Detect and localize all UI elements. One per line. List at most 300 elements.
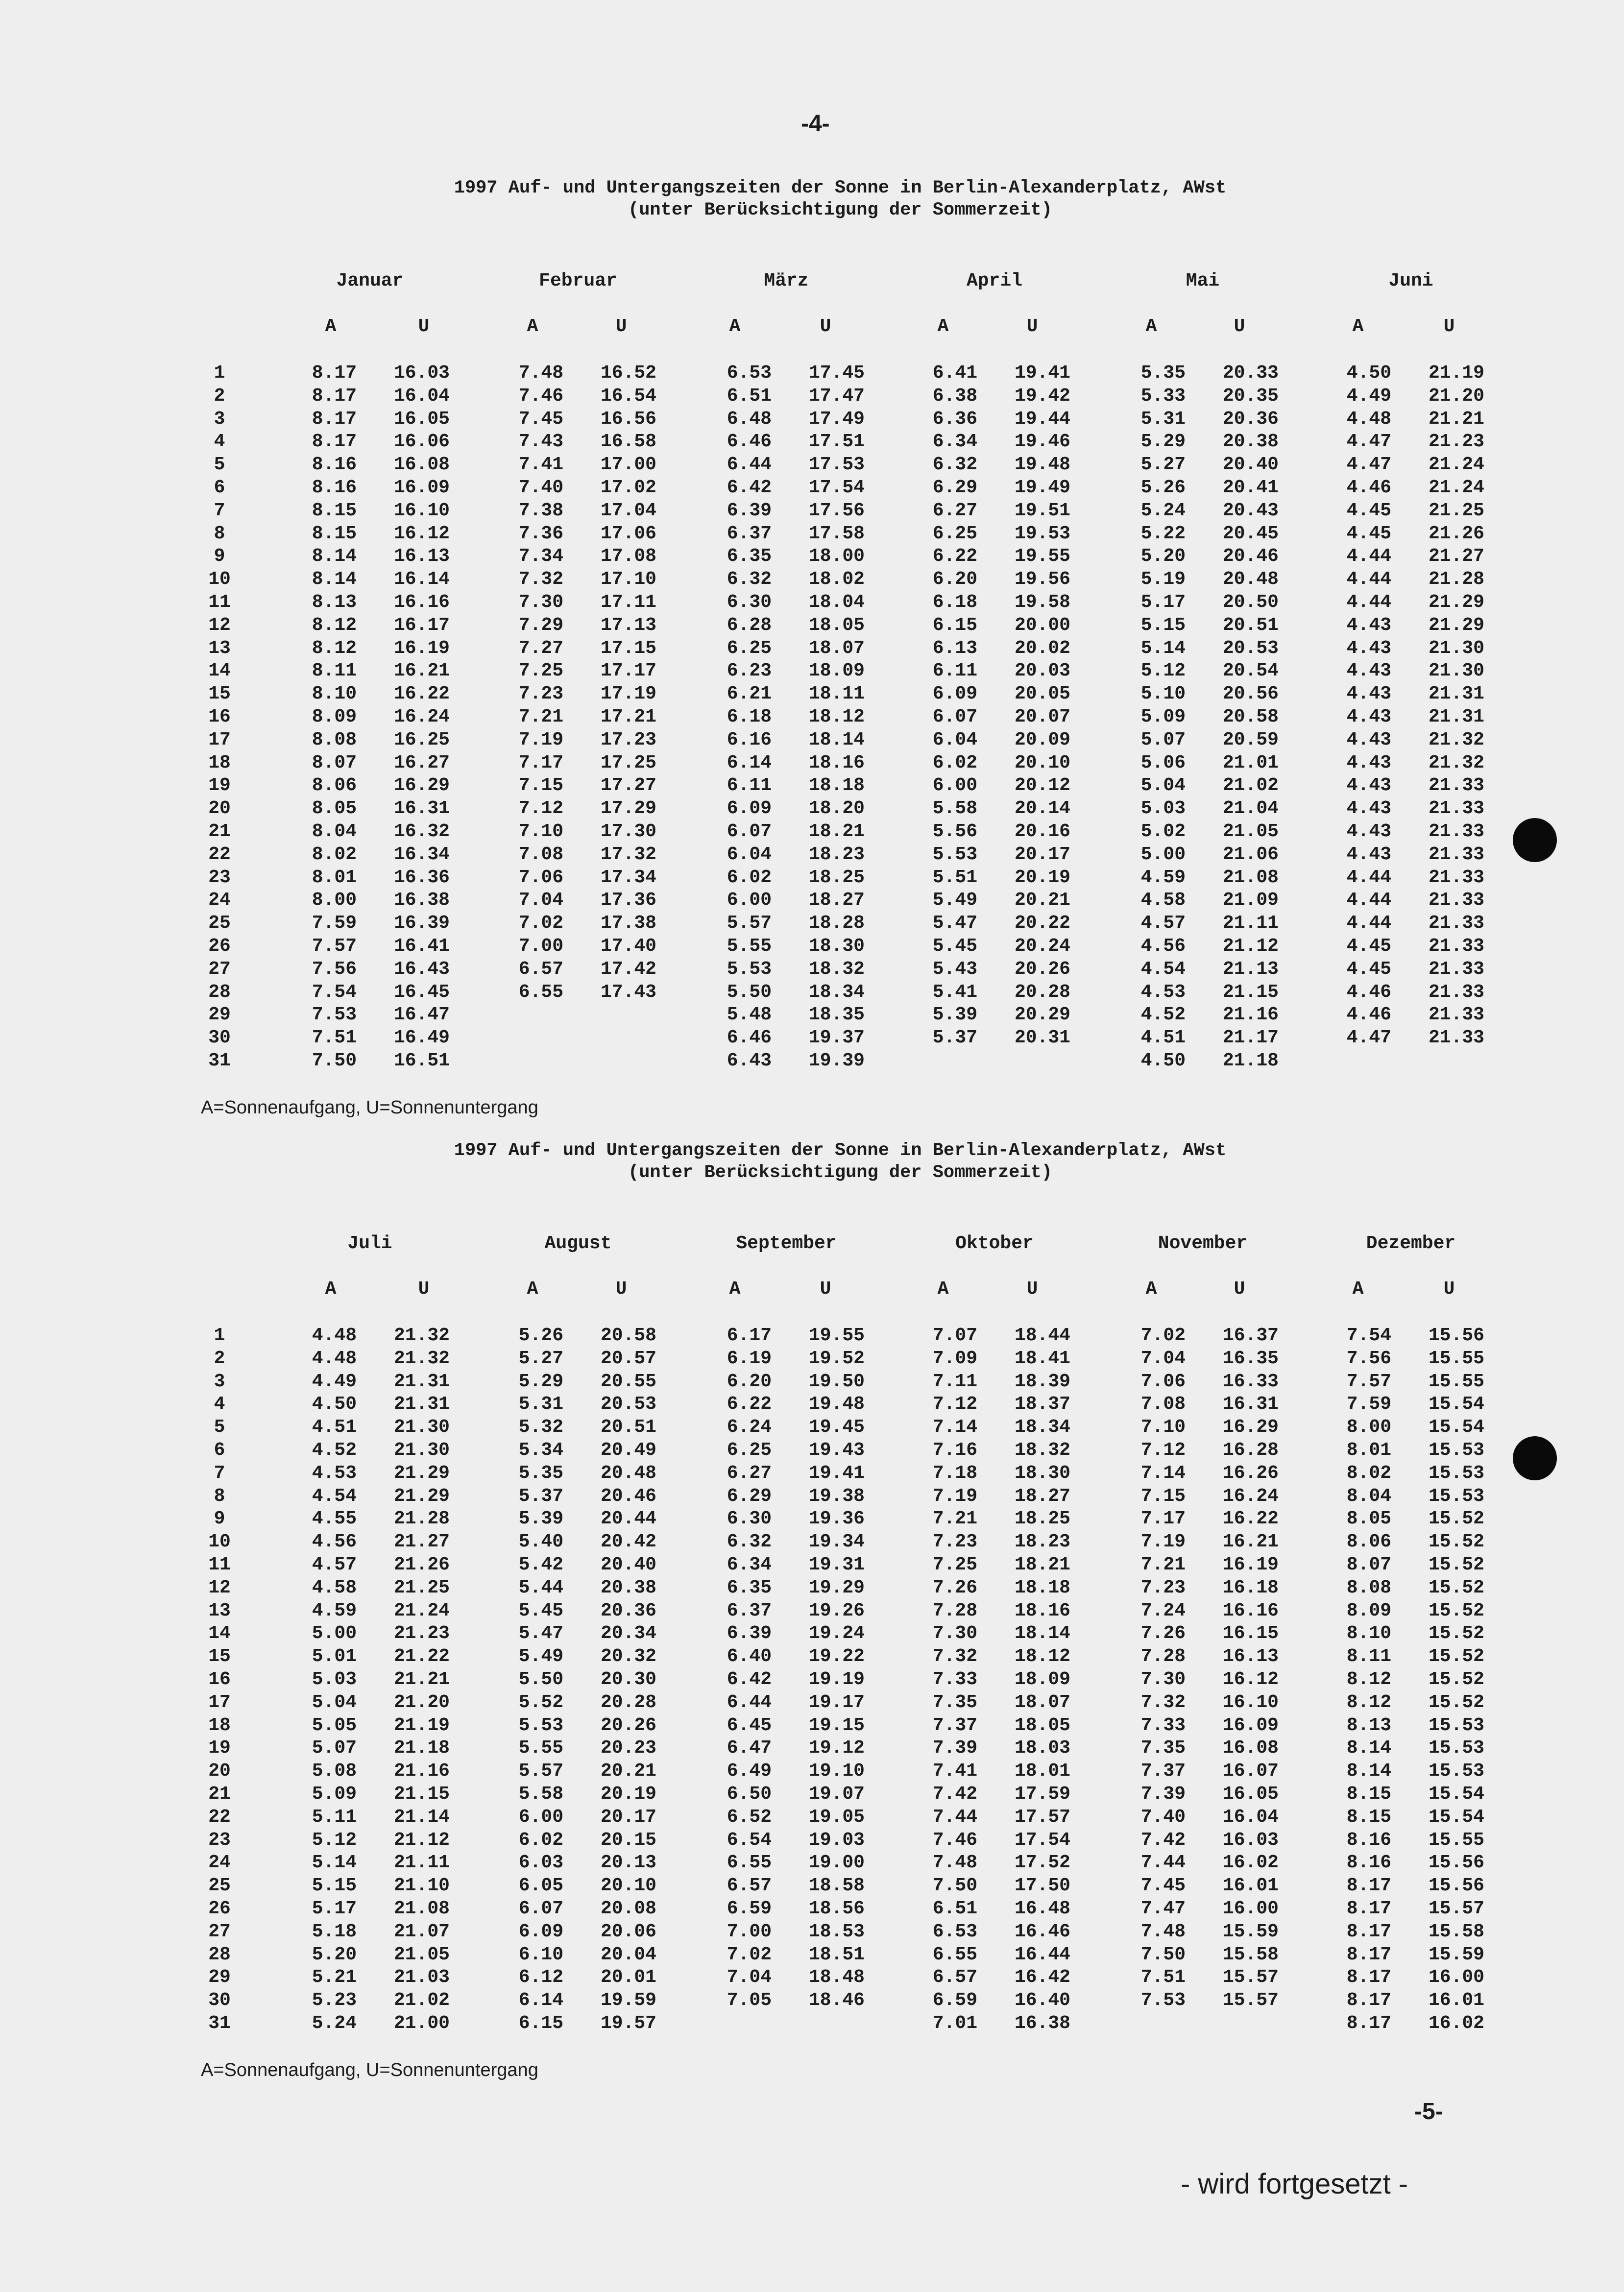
sunrise-cell: 7.48 [518,362,563,384]
sunrise-cell: 5.58 [518,1784,563,1805]
sunset-cell: 16.40 [1014,1990,1070,2011]
sunrise-cell: 7.10 [518,821,563,842]
sunset-cell: 21.26 [393,1554,450,1575]
sunset-cell: 15.54 [1428,1784,1484,1805]
sunrise-cell: 6.50 [727,1784,772,1805]
sunset-cell: 19.51 [1014,500,1070,521]
sunset-cell: 19.45 [808,1417,865,1438]
sunset-cell: 18.09 [1014,1669,1070,1690]
sunset-cell: 20.43 [1222,500,1279,521]
sunset-cell: 21.01 [1222,752,1279,773]
sunrise-cell: 8.17 [1346,1990,1391,2011]
sunrise-cell: 8.12 [1346,1691,1391,1713]
sunrise-cell: 6.00 [518,1806,563,1828]
sunrise-cell: 6.53 [727,362,772,384]
sunrise-cell: 8.17 [312,362,357,384]
sunrise-cell: 5.06 [1140,752,1186,773]
sunset-cell: 17.36 [600,890,656,911]
sunset-cell: 17.47 [808,385,865,407]
day-number: 28 [208,1944,231,1965]
sunrise-cell: 7.06 [518,867,563,888]
sunset-cell: 21.33 [1428,1027,1484,1049]
sunrise-cell: 7.51 [312,1027,357,1049]
sunset-cell: 21.31 [393,1371,450,1392]
sunrise-cell: 5.34 [518,1440,563,1461]
sunrise-cell: 7.48 [932,1852,977,1874]
sunrise-cell: 7.28 [932,1600,977,1621]
sunrise-cell: 6.53 [932,1921,977,1942]
day-number: 1 [214,1325,225,1346]
day-number: 11 [208,592,231,613]
sunrise-cell: 4.53 [312,1462,357,1484]
sunrise-cell: 5.15 [312,1875,357,1897]
sunset-cell: 21.30 [1428,660,1484,682]
sunrise-cell: 6.12 [518,1967,563,1988]
sunset-cell: 18.18 [1014,1577,1070,1598]
sunset-cell: 20.33 [1222,362,1279,384]
sunrise-cell: 5.17 [1140,592,1186,613]
sunset-cell: 16.26 [1222,1462,1279,1484]
sunset-cell: 21.31 [1428,683,1484,705]
sunrise-cell: 7.18 [932,1462,977,1484]
month-header: Dezember [1366,1233,1456,1254]
sunrise-cell: 7.41 [518,454,563,476]
sunrise-cell: 7.06 [1140,1371,1186,1392]
sunset-cell: 16.35 [1222,1348,1279,1369]
sunrise-cell: 4.59 [312,1600,357,1621]
sunrise-cell: 4.52 [1140,1004,1186,1026]
day-number: 12 [208,1577,231,1598]
sunset-cell: 18.16 [808,752,865,773]
sunset-cell: 19.36 [808,1508,865,1530]
day-number: 15 [208,683,231,705]
sunset-cell: 19.03 [808,1829,865,1851]
sunrise-cell: 5.57 [727,913,772,934]
sunset-cell: 19.34 [808,1531,865,1553]
day-number: 13 [208,1600,231,1621]
sunset-column-header: U [615,1279,627,1300]
sunrise-cell: 7.54 [312,981,357,1003]
sunset-cell: 21.33 [1428,958,1484,980]
sunset-cell: 18.09 [808,660,865,682]
sunrise-cell: 4.48 [1346,408,1391,430]
sunset-cell: 16.16 [1222,1600,1279,1621]
sunset-cell: 16.16 [393,592,450,613]
sunrise-cell: 7.59 [1346,1394,1391,1415]
sunset-cell: 15.52 [1428,1691,1484,1713]
sunrise-cell: 6.03 [518,1852,563,1874]
sunset-cell: 20.00 [1014,614,1070,636]
sunrise-cell: 5.21 [312,1967,357,1988]
sunrise-cell: 6.41 [932,362,977,384]
sunrise-cell: 4.48 [312,1348,357,1369]
sunrise-cell: 4.55 [312,1508,357,1530]
sunset-cell: 18.00 [808,546,865,567]
day-number: 18 [208,752,231,773]
sunset-cell: 16.38 [393,890,450,911]
day-number: 17 [208,1691,231,1713]
sunrise-cell: 6.13 [932,637,977,659]
sunset-cell: 21.33 [1428,890,1484,911]
sunset-cell: 18.21 [808,821,865,842]
sunset-cell: 15.54 [1428,1394,1484,1415]
month-header: November [1158,1233,1248,1254]
sunset-cell: 16.31 [393,798,450,820]
sunrise-cell: 7.59 [312,913,357,934]
sunrise-cell: 7.11 [932,1371,977,1392]
sunrise-cell: 4.43 [1346,752,1391,773]
sunset-cell: 16.29 [1222,1417,1279,1438]
sunset-cell: 15.52 [1428,1508,1484,1530]
sunrise-cell: 4.43 [1346,614,1391,636]
sunrise-cell: 5.41 [932,981,977,1003]
sunrise-cell: 6.00 [932,775,977,796]
sunset-cell: 21.28 [393,1508,450,1530]
sunrise-cell: 6.52 [727,1806,772,1828]
sunset-cell: 19.37 [808,1027,865,1049]
sunrise-cell: 7.00 [518,936,563,957]
sunrise-cell: 5.26 [1140,477,1186,498]
sunrise-cell: 6.02 [518,1829,563,1851]
day-number: 19 [208,1737,231,1759]
sunset-cell: 15.56 [1428,1852,1484,1874]
sunset-cell: 15.52 [1428,1554,1484,1575]
sunrise-cell: 7.36 [518,523,563,544]
day-number: 15 [208,1646,231,1667]
sunrise-cell: 8.16 [1346,1829,1391,1851]
sunrise-cell: 4.44 [1346,867,1391,888]
sunset-cell: 19.58 [1014,592,1070,613]
sunset-cell: 21.29 [1428,614,1484,636]
sunset-cell: 19.26 [808,1600,865,1621]
sunrise-cell: 5.23 [312,1990,357,2011]
sunset-cell: 18.39 [1014,1371,1070,1392]
sunset-cell: 17.42 [600,958,656,980]
sunset-cell: 16.04 [393,385,450,407]
sunset-cell: 20.56 [1222,683,1279,705]
sunset-cell: 15.52 [1428,1577,1484,1598]
sunset-cell: 19.42 [1014,385,1070,407]
day-number: 27 [208,958,231,980]
sunrise-cell: 7.17 [518,752,563,773]
sunrise-cell: 6.55 [518,981,563,1003]
sunrise-cell: 8.05 [1346,1508,1391,1530]
sunrise-cell: 8.16 [1346,1852,1391,1874]
sunset-cell: 20.54 [1222,660,1279,682]
sunrise-cell: 6.37 [727,1600,772,1621]
sunrise-cell: 7.50 [932,1875,977,1897]
sunrise-cell: 7.08 [518,844,563,865]
sunrise-cell: 8.17 [312,385,357,407]
sunset-cell: 17.49 [808,408,865,430]
sunrise-cell: 7.12 [1140,1440,1186,1461]
sunrise-cell: 6.11 [727,775,772,796]
sunrise-cell: 6.48 [727,408,772,430]
sunset-cell: 19.05 [808,1806,865,1828]
sunset-cell: 20.10 [600,1875,656,1897]
sunrise-cell: 5.12 [312,1829,357,1851]
sunset-cell: 16.05 [1222,1784,1279,1805]
sunset-cell: 16.39 [393,913,450,934]
sunrise-cell: 6.46 [727,1027,772,1049]
sunrise-cell: 5.09 [1140,706,1186,727]
sunrise-cell: 5.03 [312,1669,357,1690]
sunset-cell: 20.09 [1014,729,1070,750]
sunrise-cell: 7.47 [1140,1898,1186,1919]
sunrise-cell: 8.14 [1346,1761,1391,1782]
sunrise-cell: 4.53 [1140,981,1186,1003]
continued-note: - wird fortgesetzt - [1181,2168,1408,2200]
sunrise-cell: 4.58 [312,1577,357,1598]
sunset-cell: 17.04 [600,500,656,521]
sunset-column-header: U [1234,316,1245,337]
sunset-cell: 18.02 [808,569,865,590]
sunset-cell: 21.29 [1428,592,1484,613]
sunrise-cell: 6.29 [932,477,977,498]
sunrise-cell: 7.34 [518,546,563,567]
sunset-column-header: U [1026,316,1038,337]
sunrise-cell: 7.56 [312,958,357,980]
sunrise-cell: 5.44 [518,1577,563,1598]
sunrise-cell: 6.07 [727,821,772,842]
sunset-cell: 21.18 [1222,1050,1279,1071]
sunset-cell: 21.23 [393,1623,450,1644]
sunrise-column-header: A [527,316,538,337]
sunset-cell: 20.19 [1014,867,1070,888]
sunrise-cell: 7.12 [932,1394,977,1415]
sunset-cell: 15.58 [1222,1944,1279,1965]
sunrise-cell: 8.16 [312,454,357,476]
sunset-cell: 18.58 [808,1875,865,1897]
sunrise-cell: 8.04 [1346,1485,1391,1507]
sunrise-cell: 6.25 [727,637,772,659]
legend-2: A=Sonnenaufgang, U=Sonnenuntergang [201,2060,538,2080]
sunrise-cell: 5.12 [1140,660,1186,682]
sunset-cell: 18.25 [808,867,865,888]
sunset-column-header: U [820,316,831,337]
sunrise-cell: 8.12 [1346,1669,1391,1690]
sunset-cell: 15.53 [1428,1462,1484,1484]
sunset-cell: 18.30 [1014,1462,1070,1484]
sunrise-column-header: A [325,316,337,337]
sunset-cell: 20.14 [1014,798,1070,820]
sunset-cell: 18.30 [808,936,865,957]
sunset-cell: 21.25 [1428,500,1484,521]
sunset-cell: 21.13 [1222,958,1279,980]
sunrise-cell: 4.59 [1140,867,1186,888]
sunset-cell: 18.34 [808,981,865,1003]
sunset-cell: 20.03 [1014,660,1070,682]
day-number: 5 [214,1417,225,1438]
sunrise-cell: 7.44 [1140,1852,1186,1874]
sunrise-cell: 5.48 [727,1004,772,1026]
sunrise-cell: 7.04 [518,890,563,911]
sunset-cell: 15.53 [1428,1761,1484,1782]
sunrise-cell: 5.17 [312,1898,357,1919]
day-number: 10 [208,1531,231,1553]
sunset-cell: 18.14 [808,729,865,750]
sunrise-cell: 8.17 [312,408,357,430]
sunrise-column-header: A [729,1279,741,1300]
sunset-cell: 20.15 [600,1829,656,1851]
sunrise-cell: 6.10 [518,1944,563,1965]
sunrise-cell: 7.21 [932,1508,977,1530]
sunrise-cell: 8.17 [1346,1875,1391,1897]
day-number: 31 [208,1050,231,1071]
table-subtitle: (unter Berücksichtigung der Sommerzeit) [628,1162,1052,1183]
sunrise-cell: 8.00 [1346,1417,1391,1438]
sunset-column-header: U [418,1279,430,1300]
sunrise-cell: 7.32 [932,1646,977,1667]
sunset-cell: 19.12 [808,1737,865,1759]
sunrise-cell: 7.30 [518,592,563,613]
sunset-cell: 21.32 [1428,752,1484,773]
sunset-cell: 20.51 [600,1417,656,1438]
sunrise-cell: 7.19 [518,729,563,750]
day-number: 29 [208,1004,231,1026]
sunrise-cell: 7.45 [1140,1875,1186,1897]
sunset-cell: 20.22 [1014,913,1070,934]
sunrise-cell: 4.51 [312,1417,357,1438]
sunrise-cell: 7.26 [1140,1623,1186,1644]
sunset-cell: 16.03 [1222,1829,1279,1851]
sunrise-cell: 7.09 [932,1348,977,1369]
sunset-cell: 20.36 [600,1600,656,1621]
sunrise-cell: 6.07 [932,706,977,727]
sunrise-cell: 5.24 [312,2013,357,2034]
sunset-cell: 20.32 [600,1646,656,1667]
day-number: 18 [208,1714,231,1736]
sunrise-cell: 6.57 [727,1875,772,1897]
sunrise-cell: 5.39 [518,1508,563,1530]
sunrise-cell: 7.42 [1140,1829,1186,1851]
sunrise-cell: 8.15 [1346,1784,1391,1805]
sunset-cell: 20.26 [600,1714,656,1736]
day-number: 14 [208,1623,231,1644]
sunset-cell: 17.56 [808,500,865,521]
sunrise-cell: 6.15 [518,2013,563,2034]
sunrise-cell: 7.40 [1140,1806,1186,1828]
sunrise-cell: 6.35 [727,1577,772,1598]
sunrise-cell: 6.14 [518,1990,563,2011]
sunrise-cell: 4.47 [1346,1027,1391,1049]
sunrise-cell: 5.20 [1140,546,1186,567]
day-number: 3 [214,408,225,430]
sunrise-cell: 6.32 [932,454,977,476]
sunrise-cell: 7.15 [518,775,563,796]
sunset-cell: 17.02 [600,477,656,498]
sunrise-column-header: A [1145,1279,1157,1300]
sunrise-cell: 6.23 [727,660,772,682]
sunset-cell: 16.29 [393,775,450,796]
sunrise-cell: 7.50 [1140,1944,1186,1965]
day-number: 16 [208,1669,231,1690]
day-number: 14 [208,660,231,682]
sunrise-cell: 5.35 [518,1462,563,1484]
sunset-cell: 18.28 [808,913,865,934]
sunrise-cell: 8.14 [312,569,357,590]
sunset-cell: 20.36 [1222,408,1279,430]
sunrise-cell: 7.02 [1140,1325,1186,1346]
sunset-cell: 15.57 [1222,1967,1279,1988]
sunset-cell: 21.24 [1428,477,1484,498]
sunset-cell: 16.05 [393,408,450,430]
sunset-cell: 15.59 [1222,1921,1279,1942]
sunset-cell: 19.48 [808,1394,865,1415]
sunrise-cell: 6.24 [727,1417,772,1438]
sunrise-cell: 7.21 [518,706,563,727]
sunrise-cell: 6.38 [932,385,977,407]
sunset-cell: 17.45 [808,362,865,384]
sunset-cell: 16.52 [600,362,656,384]
sunrise-cell: 7.37 [1140,1761,1186,1782]
day-number: 20 [208,798,231,820]
sunrise-cell: 6.17 [727,1325,772,1346]
sunset-column-header: U [1443,1279,1455,1300]
sunset-cell: 15.57 [1222,1990,1279,2011]
sunrise-cell: 5.47 [932,913,977,934]
sunset-cell: 21.00 [393,2013,450,2034]
sunset-cell: 19.10 [808,1761,865,1782]
sunset-cell: 19.56 [1014,569,1070,590]
sunrise-cell: 7.04 [727,1967,772,1988]
day-number: 6 [214,1440,225,1461]
sunset-cell: 21.03 [393,1967,450,1988]
sunset-cell: 21.33 [1428,844,1484,865]
sunrise-cell: 4.45 [1346,958,1391,980]
sunset-cell: 21.12 [1222,936,1279,957]
sunset-cell: 16.00 [1222,1898,1279,1919]
sunset-cell: 19.07 [808,1784,865,1805]
sunset-cell: 21.19 [393,1714,450,1736]
sunset-cell: 21.33 [1428,913,1484,934]
sunrise-cell: 4.47 [1346,454,1391,476]
sunset-cell: 18.32 [1014,1440,1070,1461]
sunrise-column-header: A [937,1279,949,1300]
sunrise-cell: 5.26 [518,1325,563,1346]
sunrise-cell: 8.11 [312,660,357,682]
sunset-cell: 19.53 [1014,523,1070,544]
sunrise-cell: 7.23 [518,683,563,705]
day-number: 2 [214,1348,225,1369]
sunrise-cell: 7.27 [518,637,563,659]
sunrise-cell: 8.02 [1346,1462,1391,1484]
sunset-cell: 20.02 [1014,637,1070,659]
sunset-cell: 21.33 [1428,936,1484,957]
sunset-cell: 18.05 [808,614,865,636]
sunrise-cell: 4.45 [1346,500,1391,521]
sunset-cell: 19.43 [808,1440,865,1461]
day-number: 29 [208,1967,231,1988]
sunset-cell: 15.52 [1428,1531,1484,1553]
sunset-cell: 18.23 [1014,1531,1070,1553]
day-number: 25 [208,1875,231,1897]
sunrise-cell: 5.27 [1140,454,1186,476]
sunrise-cell: 6.55 [727,1852,772,1874]
sunrise-cell: 8.08 [312,729,357,750]
sunrise-cell: 5.50 [727,981,772,1003]
sunrise-cell: 4.50 [1346,362,1391,384]
sunrise-cell: 6.49 [727,1761,772,1782]
sunset-cell: 20.59 [1222,729,1279,750]
sunset-cell: 19.55 [808,1325,865,1346]
sunrise-cell: 8.15 [1346,1806,1391,1828]
sunset-cell: 18.04 [808,592,865,613]
sunset-cell: 21.12 [393,1829,450,1851]
sunrise-cell: 7.53 [312,1004,357,1026]
sunrise-cell: 5.10 [1140,683,1186,705]
sunrise-cell: 6.42 [727,1669,772,1690]
